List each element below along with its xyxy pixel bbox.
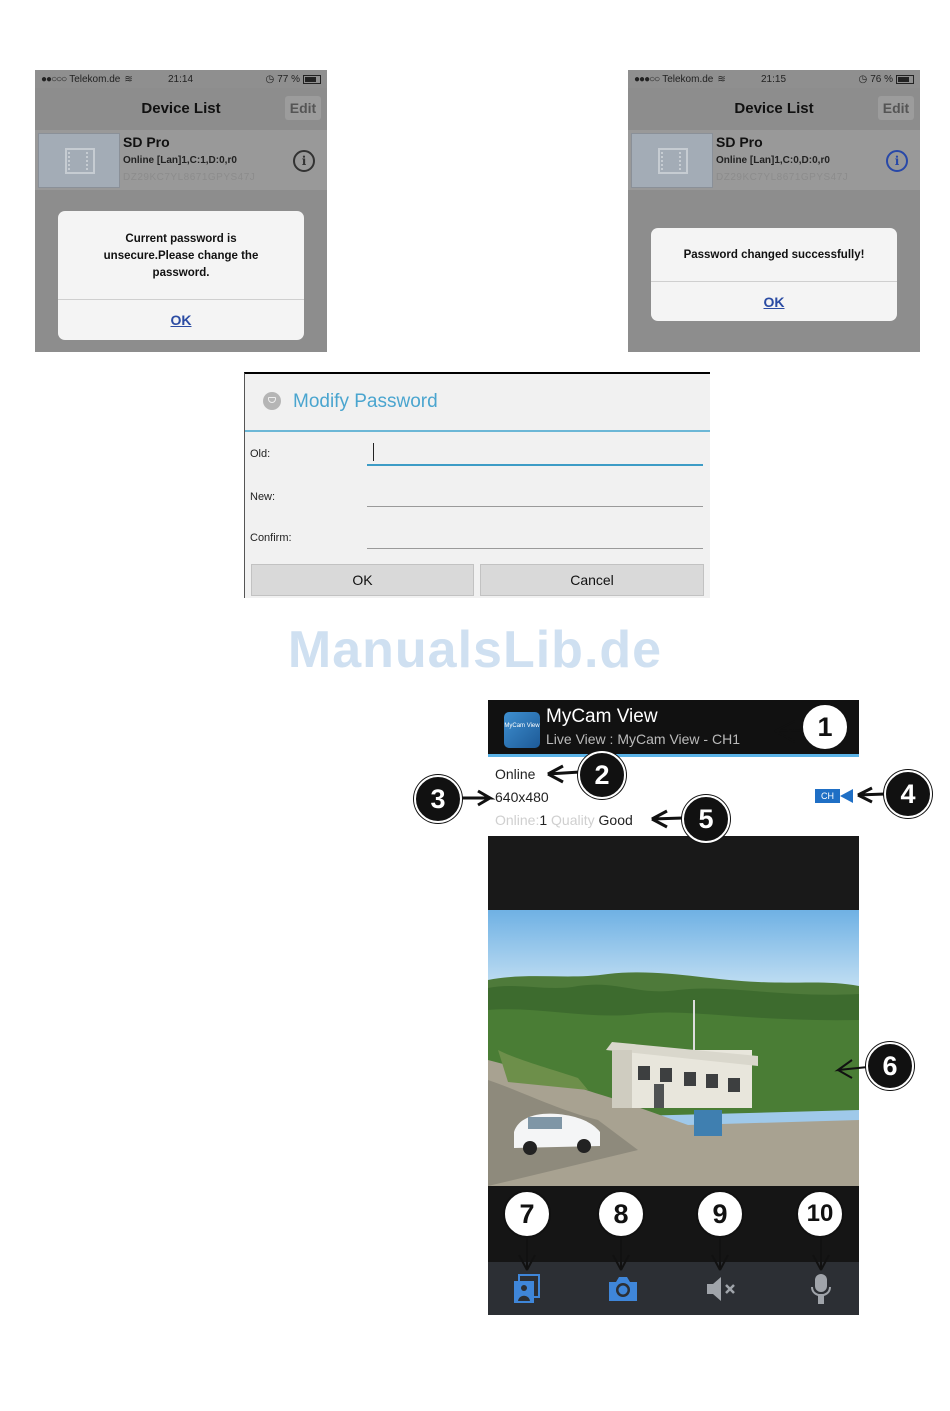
device-thumbnail <box>38 133 120 188</box>
alert-message: Current password is unsecure.Please change the password. <box>103 233 259 279</box>
alert-dialog <box>651 228 897 321</box>
new-password-field[interactable] <box>367 484 703 507</box>
signal-icon: ●●●○○ <box>634 73 660 85</box>
new-password-label: New: <box>250 491 276 503</box>
info-icon[interactable]: i <box>886 150 908 172</box>
page-title: Device List <box>141 100 221 117</box>
alarm-icon: ◷ <box>858 73 868 85</box>
callout-2: 2 <box>578 751 626 799</box>
callout-5: 5 <box>682 795 730 843</box>
divider <box>651 281 897 282</box>
alert-message: Password changed successfully! <box>683 249 865 261</box>
app-subtitle: Live View : MyCam View - CH1 <box>546 731 740 747</box>
device-thumbnail <box>631 133 713 188</box>
status-bar <box>628 70 920 88</box>
app-icon: MyCam View <box>504 712 540 748</box>
quality-info <box>495 812 633 828</box>
dialog-header <box>245 374 710 432</box>
nav-bar <box>35 88 327 130</box>
device-name: SD Pro <box>123 134 170 150</box>
device-name: SD Pro <box>716 134 763 150</box>
device-uid: DZ29KC7YL8671GPYS47J <box>123 172 256 183</box>
video-frame-illustration <box>488 910 859 1186</box>
alert-dialog <box>58 211 304 340</box>
info-icon[interactable]: i <box>293 150 315 172</box>
carrier-label: Telekom.de <box>662 73 714 85</box>
device-row[interactable] <box>628 130 920 190</box>
battery-percent: 77 % <box>277 73 300 85</box>
callout-6: 6 <box>866 1042 914 1090</box>
confirm-password-label: Confirm: <box>250 532 292 544</box>
shield-icon <box>263 392 281 410</box>
microphone-icon[interactable] <box>804 1272 838 1306</box>
wifi-icon: ≋ <box>717 73 726 85</box>
live-video-feed[interactable] <box>488 910 859 1186</box>
old-password-field[interactable] <box>367 442 703 466</box>
video-placeholder-icon <box>65 148 95 174</box>
callout-8: 8 <box>597 1190 645 1238</box>
edit-button[interactable]: Edit <box>878 96 914 120</box>
callout-1: 1 <box>801 703 849 751</box>
alarm-icon: ◷ <box>265 73 275 85</box>
clock: 21:14 <box>168 73 194 85</box>
wifi-icon: ≋ <box>124 73 133 85</box>
resolution-label: 640x480 <box>495 789 549 805</box>
quality-value: Good <box>598 812 633 828</box>
edit-button[interactable]: Edit <box>285 96 321 120</box>
cancel-button[interactable]: Cancel <box>480 564 704 596</box>
camera-cone-icon <box>840 789 853 803</box>
battery-percent: 76 % <box>870 73 893 85</box>
online-label: Online: <box>495 812 540 828</box>
connection-status: Online <box>495 766 536 782</box>
battery-icon <box>303 75 321 84</box>
device-uid: DZ29KC7YL8671GPYS47J <box>716 172 849 183</box>
live-view-toolbar <box>488 1262 859 1315</box>
nav-bar <box>628 88 920 130</box>
callout-arrow-4 <box>858 788 885 802</box>
quality-label: Quality <box>551 812 595 828</box>
confirm-password-field[interactable] <box>367 526 703 549</box>
callout-3: 3 <box>414 775 462 823</box>
dialog-title: Modify Password <box>293 391 438 412</box>
old-password-label: Old: <box>250 448 271 460</box>
channel-label: CH <box>815 789 840 803</box>
modify-password-dialog <box>244 372 710 598</box>
device-row[interactable] <box>35 130 327 190</box>
video-placeholder-icon <box>658 148 688 174</box>
signal-icon: ●●○○○ <box>41 73 67 85</box>
ios-screenshot-password-changed <box>628 70 920 352</box>
ok-button[interactable]: OK <box>763 294 785 310</box>
battery-icon <box>896 75 914 84</box>
callout-7: 7 <box>503 1190 551 1238</box>
watermark: ManualsLib.de <box>287 621 663 679</box>
ios-screenshot-password-warning <box>35 70 327 352</box>
speaker-mute-icon[interactable] <box>704 1272 738 1306</box>
status-bar <box>35 70 327 88</box>
callout-10: 10 <box>796 1190 844 1238</box>
snapshot-list-icon[interactable] <box>510 1272 544 1306</box>
device-status: Online [Lan]1,C:1,D:0,r0 <box>123 155 237 166</box>
app-title: MyCam View <box>546 706 658 727</box>
callout-9: 9 <box>696 1190 744 1238</box>
text-cursor <box>373 443 374 461</box>
divider <box>58 299 304 300</box>
carrier-label: Telekom.de <box>69 73 121 85</box>
camera-icon[interactable] <box>606 1272 640 1306</box>
callout-arrow-3 <box>462 791 490 805</box>
ok-button[interactable]: OK <box>170 312 192 328</box>
channel-button[interactable] <box>815 789 853 803</box>
callout-4: 4 <box>884 770 932 818</box>
video-letterbox-top <box>488 836 859 910</box>
device-status: Online [Lan]1,C:0,D:0,r0 <box>716 155 830 166</box>
page-title: Device List <box>734 100 814 117</box>
online-count: 1 <box>539 812 548 828</box>
header-divider <box>488 754 859 757</box>
clock: 21:15 <box>761 73 787 85</box>
ok-button[interactable]: OK <box>251 564 474 596</box>
